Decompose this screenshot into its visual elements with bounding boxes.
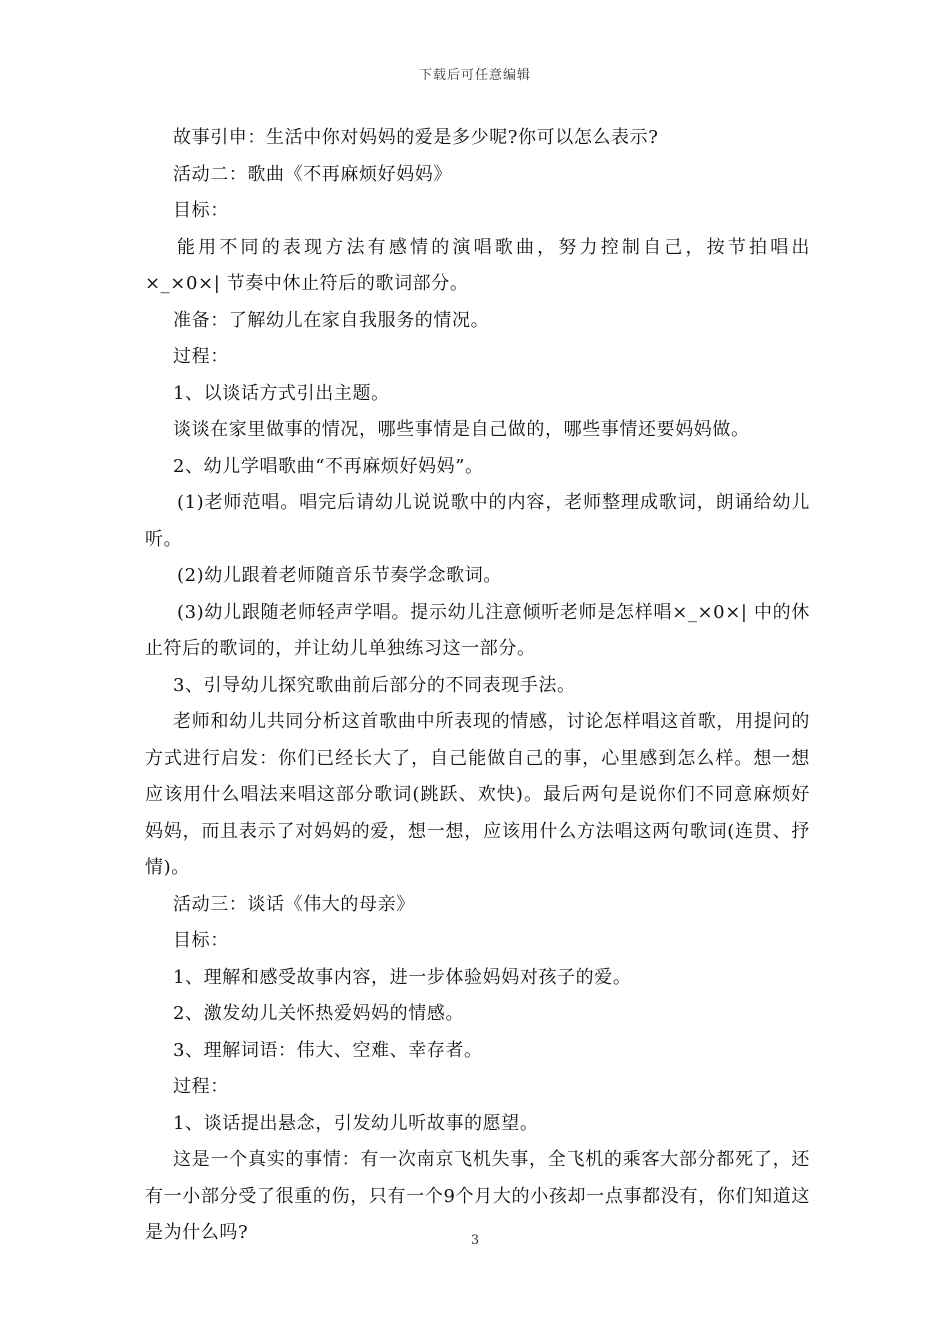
list-item: (2)幼儿跟着老师随音乐节奏学念歌词。 bbox=[177, 565, 502, 586]
section-heading: 活动三：谈话《伟大的母亲》 bbox=[173, 893, 415, 915]
paragraph: 老师和幼儿共同分析这首歌曲中所表现的情感，讨论怎样唱这首歌，用提问的方式进行启发：你们已经长大了，自己能做自己的事，心里感到怎么样。想一想应该用什么唱法来唱这部分歌词(跳跃、欢快)。最后两句是说你们不同意麻烦好妈妈，而且表示了对妈妈的爱，想一想，应该用什么方法唱这两句歌词(连贯、抒情)。 bbox=[145, 711, 810, 878]
list-item: 3、理解词语：伟大、空难、幸存者。 bbox=[173, 1039, 483, 1061]
paragraph: 目标： bbox=[173, 200, 229, 221]
paragraph: 过程： bbox=[173, 1076, 229, 1097]
paragraph: 这是一个真实的事情：有一次南京飞机失事，全飞机的乘客大部分都死了，还有一小部分受了很重的伤，只有一个9个月大的小孩却一点事都没有，你们知道这是为什么吗? bbox=[145, 1149, 810, 1243]
list-item: 2、激发幼儿关怀热爱妈妈的情感。 bbox=[173, 1003, 465, 1024]
paragraph: 准备：了解幼儿在家自我服务的情况。 bbox=[173, 309, 490, 331]
document-body bbox=[145, 120, 810, 1252]
list-item: 1、谈话提出悬念，引发幼儿听故事的愿望。 bbox=[173, 1112, 539, 1134]
paragraph: 目标： bbox=[173, 930, 229, 951]
list-item: (3)幼儿跟随老师轻声学唱。提示幼儿注意倾听老师是怎样唱×_×0×| 中的休止符后的歌词的，并让幼儿单独练习这一部分。 bbox=[145, 601, 810, 659]
paragraph: 谈谈在家里做事的情况，哪些事情是自己做的，哪些事情还要妈妈做。 bbox=[173, 419, 750, 440]
list-item: (1)老师范唱。唱完后请幼儿说说歌中的内容，老师整理成歌词，朗诵给幼儿听。 bbox=[145, 492, 810, 550]
paragraph: 故事引申：生活中你对妈妈的爱是多少呢?你可以怎么表示? bbox=[173, 127, 659, 148]
list-item: 3、引导幼儿探究歌曲前后部分的不同表现手法。 bbox=[173, 674, 576, 696]
paragraph: 能用不同的表现方法有感情的演唱歌曲，努力控制自己，按节拍唱出×_×0×| 节奏中休止符后的歌词部分。 bbox=[145, 236, 810, 294]
list-item: 1、以谈话方式引出主题。 bbox=[173, 382, 390, 404]
list-item: 2、幼儿学唱歌曲“不再麻烦好妈妈”。 bbox=[173, 455, 484, 477]
paragraph: 过程： bbox=[173, 346, 229, 367]
section-heading: 活动二：歌曲《不再麻烦好妈妈》 bbox=[173, 163, 452, 185]
page-header: 下载后可任意编辑 bbox=[418, 68, 531, 83]
page-number: 3 bbox=[470, 1233, 480, 1248]
list-item: 1、理解和感受故事内容，进一步体验妈妈对孩子的爱。 bbox=[173, 966, 632, 988]
